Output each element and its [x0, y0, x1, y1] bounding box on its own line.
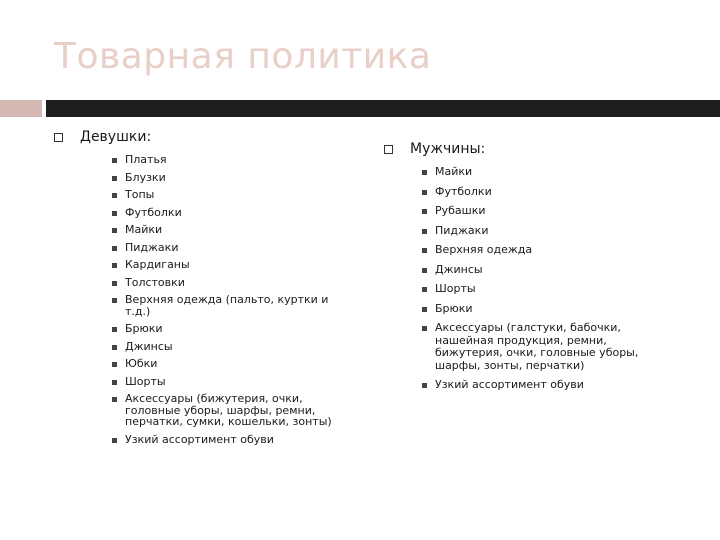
list-item-text: Верхняя одежда — [435, 243, 533, 256]
square-bullet-icon — [112, 263, 117, 268]
list-item-text: Джинсы — [125, 339, 173, 353]
list-item — [422, 205, 672, 218]
square-bullet-icon — [112, 176, 117, 181]
square-bullet-icon — [112, 438, 117, 443]
list-item — [422, 303, 672, 316]
list-item-text: Узкий ассортимент обуви — [435, 378, 584, 391]
square-bullet-icon — [422, 383, 427, 388]
list-item-text: Футболки — [125, 205, 182, 219]
list-item — [422, 379, 672, 392]
list-item — [422, 166, 672, 179]
checkbox-bullet-icon — [54, 133, 63, 142]
list-item — [112, 341, 352, 353]
square-bullet-icon — [422, 190, 427, 195]
list-item-text: Аксессуары (галстуки, бабочки, нашейная продукция, ремни, бижутерия, очки, головные уборы, шарфы, зонты, перчатки) — [435, 321, 639, 372]
list-item — [112, 259, 352, 271]
men-heading — [384, 140, 684, 158]
list-item-text: Верхняя одежда (пальто, куртки и т.д.) — [125, 293, 329, 318]
square-bullet-icon — [112, 362, 117, 367]
square-bullet-icon — [422, 229, 427, 234]
list-item — [112, 434, 352, 446]
list-item-text: Майки — [125, 223, 163, 236]
square-bullet-icon — [422, 209, 427, 214]
list-item-text: Пиджаки — [435, 223, 489, 237]
square-bullet-icon — [422, 287, 427, 292]
square-bullet-icon — [112, 246, 117, 251]
square-bullet-icon — [112, 298, 117, 303]
men-heading-text: Мужчины: — [410, 141, 486, 157]
women-item-list — [112, 154, 354, 445]
list-item-text: Шорты — [125, 374, 166, 388]
list-item-text: Футболки — [435, 184, 492, 198]
list-item-text: Пиджаки — [125, 240, 179, 254]
women-column — [54, 128, 354, 451]
square-bullet-icon — [422, 326, 427, 331]
list-item-text: Блузки — [125, 170, 166, 184]
list-item — [112, 323, 352, 335]
square-bullet-icon — [112, 228, 117, 233]
square-bullet-icon — [112, 327, 117, 332]
list-item-text: Платья — [125, 153, 167, 166]
list-item — [112, 358, 352, 370]
slide-title: Товарная политика — [54, 36, 432, 77]
list-item — [112, 154, 352, 166]
title-underline-bar — [46, 100, 720, 117]
list-item-text: Брюки — [125, 322, 163, 335]
square-bullet-icon — [422, 170, 427, 175]
list-item-text: Аксессуары (бижутерия, очки, головные уборы, шарфы, ремни, перчатки, сумки, кошельки, зонты) — [125, 392, 332, 428]
list-item-text: Шорты — [435, 282, 476, 295]
list-item — [112, 294, 352, 317]
square-bullet-icon — [112, 193, 117, 198]
list-item — [112, 393, 352, 428]
list-item-text: Юбки — [125, 357, 158, 370]
men-item-list — [422, 166, 684, 392]
list-item — [112, 207, 352, 219]
title-underline-accent — [0, 100, 42, 117]
square-bullet-icon — [112, 345, 117, 350]
list-item-text: Брюки — [435, 301, 473, 315]
list-item — [422, 186, 672, 199]
square-bullet-icon — [422, 268, 427, 273]
square-bullet-icon — [422, 248, 427, 253]
list-item — [422, 244, 672, 257]
list-item — [112, 277, 352, 289]
list-item-text: Джинсы — [435, 262, 483, 276]
list-item — [112, 189, 352, 201]
men-column — [384, 140, 684, 399]
list-item — [112, 376, 352, 388]
list-item — [422, 322, 672, 372]
list-item-text: Узкий ассортимент обуви — [125, 432, 274, 446]
checkbox-bullet-icon — [384, 145, 393, 154]
list-item-text: Топы — [125, 188, 155, 201]
square-bullet-icon — [112, 380, 117, 385]
list-item — [422, 225, 672, 238]
list-item — [112, 224, 352, 236]
list-item — [422, 264, 672, 277]
square-bullet-icon — [112, 397, 117, 402]
list-item-text: Толстовки — [125, 275, 185, 289]
square-bullet-icon — [112, 281, 117, 286]
square-bullet-icon — [112, 211, 117, 216]
list-item-text: Рубашки — [435, 204, 486, 217]
list-item-text: Кардиганы — [125, 258, 190, 271]
list-item — [112, 172, 352, 184]
list-item — [422, 283, 672, 296]
women-heading-text: Девушки: — [80, 129, 152, 145]
list-item-text: Майки — [435, 165, 473, 178]
list-item — [112, 242, 352, 254]
square-bullet-icon — [112, 158, 117, 163]
women-heading — [54, 128, 354, 146]
square-bullet-icon — [422, 307, 427, 312]
